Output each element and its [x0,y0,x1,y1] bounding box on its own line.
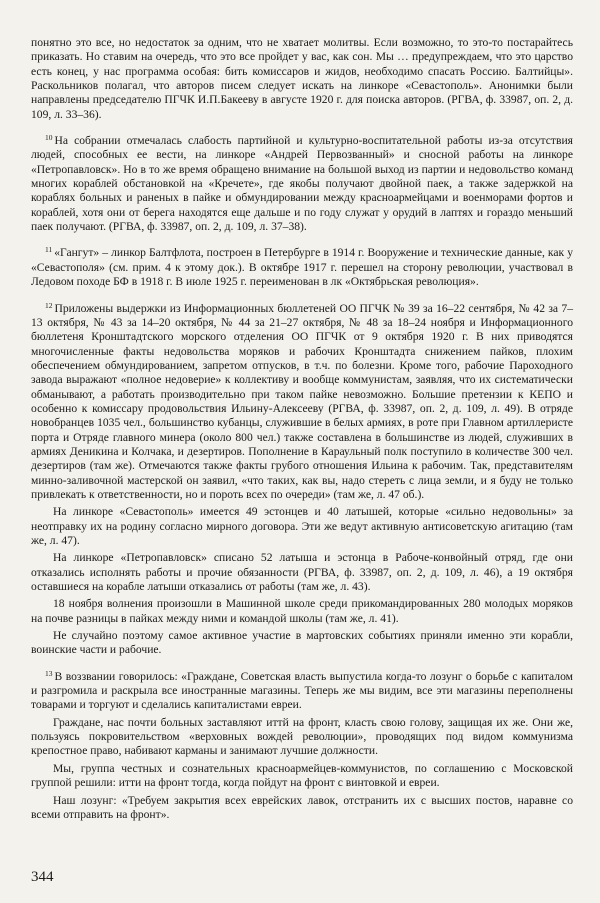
footnote-11 [31,243,573,289]
document-body [31,36,573,825]
footnote-text: В воззвании говорилось: «Граждане, Советская власть выпустила когда-то лозунг о борьбе с капиталом и разгромила и раскрыла все иностранные магазины. Теперь же мы видим, все эти магазины переполнены товарами и торгуют и сделались капиталистами евреи. [31,669,573,712]
footnote-12 [31,299,573,503]
paragraph: 18 ноября волнения произошли в Машинной школе среди прикомандированных 280 молодых моряков на почве разницы в пайках между ними и командой школы (там же, л. 41). [31,597,573,625]
page-number: 344 [31,869,54,885]
paragraph: Не случайно поэтому самое активное участие в мартовских событиях приняли именно эти корабли, воинские части и рабочие. [31,629,573,657]
footnote-13 [31,667,573,713]
footnote-number: 13 [45,668,53,678]
paragraph: На линкоре «Севастополь» имеется 49 эстонцев и 40 латышей, которые «сильно недовольны» за неотправку их на родину согласно мирного договора. Эти же ведут активную антисоветскую агитацию (там же, л. 47). [31,505,573,547]
footnote-text: На собрании отмечалась слабость партийной и культурно-воспитательной работы из-за отсутствия людей, способных ее вести, на линкоре «Андрей Первозванный» и сносной работы на линкоре «Петропавловск». Но в то же время обращено внимание на большой выход из партии и недовольство команд многих кораблей обстановкой на «Кречете», где якобы получают двойной паек, а также задержкой на кораблях больных и раненых в пайке и обмундировании между красноармейцами и военморами фортов и кораблей, хотя они от берега находятся еще дальше и по году служат у орудий в лаптях и гораздо меньший паек получают. (РГВА, ф. 33987, оп. 2, д. 109, л. 37–38). [31,134,573,234]
footnote-number: 10 [45,133,53,143]
paragraph: Наш лозунг: «Требуем закрытия всех еврейских лавок, отстранить их с высших постов, наравне со всеми отправить на фронт». [31,793,573,821]
footnote-number: 12 [45,300,53,310]
paragraph: Граждане, нас почти больных заставляют иттй на фронт, класть свою голову, защищая их же. Они же, пользуясь покровительством «верховных вождей революции», проводящих под видом коммунизма крепостное право, набивают карманы и занимают лучшие должности. [31,715,573,758]
paragraph: Мы, группа честных и сознательных красноармейцев-коммунистов, по соглашению с Московской группой решили: итти на фронт тогда, когда пойдут на фронт с винтовкой и евреи. [31,761,573,790]
footnote-text: Приложены выдержки из Информационных бюллетеней ОО ПГЧК № 39 за 16–22 сентября, № 42 за 7–13 октября, № 43 за 14–20 октября, № 44 за 21–27 октября, № 48 за 18–24 ноября и Информационного бюллетеня Кронштадтского морского отделения ОО ПГЧК от 9 октября 1920 г. В них приводятся многочисленные факты недовольства моряков и рабочих Кронштадта снижением пайков, плохим обеспечением обмундированием, запретом отпусков, в т.ч. по болезни. Кроме того, рабочие Пароходного завода выражают «полное недоверие» к коллективу и вообще коммунистам, заявляя, что их систематически обманывают, а работать производительно при таком пайке невозможно. Большие претензии к КЕПО и особенно к комиссару продовольствия Ильину-Алексееву (РГВА, ф. 33987, оп. 2, д. 109, л. 49). В отряде новобранцев 1035 чел., большинство кубанцы, служившие в белых армиях, в роте при Главном артиллеристе порта и Отряде главного минера (около 800 чел.) также составлена в большинстве из людей, служивших в армиях Деникина и Колчака, и дезертиров. Пополнение в Караульный полк поступило в количестве 300 чел. дезертиров (там же). Отмечаются также факты грубого отношения Ильина к рабочим. Так, представителям минно-заливочной мастерской он заявил, «что таких, как вы, надо стереть с лица земли, и я буду не только привлекать к ответственности, но и пороть всех по очереди» (там же, л. 47 об.). [31,301,573,501]
paragraph: На линкоре «Петропавловск» списано 52 латыша и эстонца в Рабоче-конвойный отряд, где они отказались исполнять работы и прочие обязанности (РГВА, ф. 33987, оп. 2, д. 109, л. 46), а 19 октября оставшиеся на корабле латыши отказались от работы (там же, л. 43). [31,551,573,594]
footnote-10 [31,131,573,234]
paragraph: понятно это все, но недостаток за одним, что не хватает молитвы. Если возможно, то это-то постарайтесь приказать. Но ставим на очередь, что это все пройдет у вас, как сон. Мы … предупреждаем, что это царство есть конец, у нас программа особая: бить комиссаров и жидов, необходимо спасать Россию. Балтийцы». Раскольников полагал, что авторов писем следует искать на линкоре «Севастополь». Анонимки были направлены председателю ПГЧК И.П.Бакееву в августе 1920 г. для поиска авторов. (РГВА, ф. 33987, оп. 2, д. 109, л. 33–36). [31,36,573,121]
footnote-text: «Гангут» – линкор Балтфлота, построен в Петербурге в 1914 г. Вооружение и технические данные, как у «Севастополя» (см. прим. 4 к этому док.). В октябре 1917 г. перешел на сторону революции, участвовал в Ледовом походе БФ в 1918 г. В июле 1925 г. переименован в лк «Октябрьская революция». [31,246,573,289]
footnote-number: 11 [45,245,53,255]
